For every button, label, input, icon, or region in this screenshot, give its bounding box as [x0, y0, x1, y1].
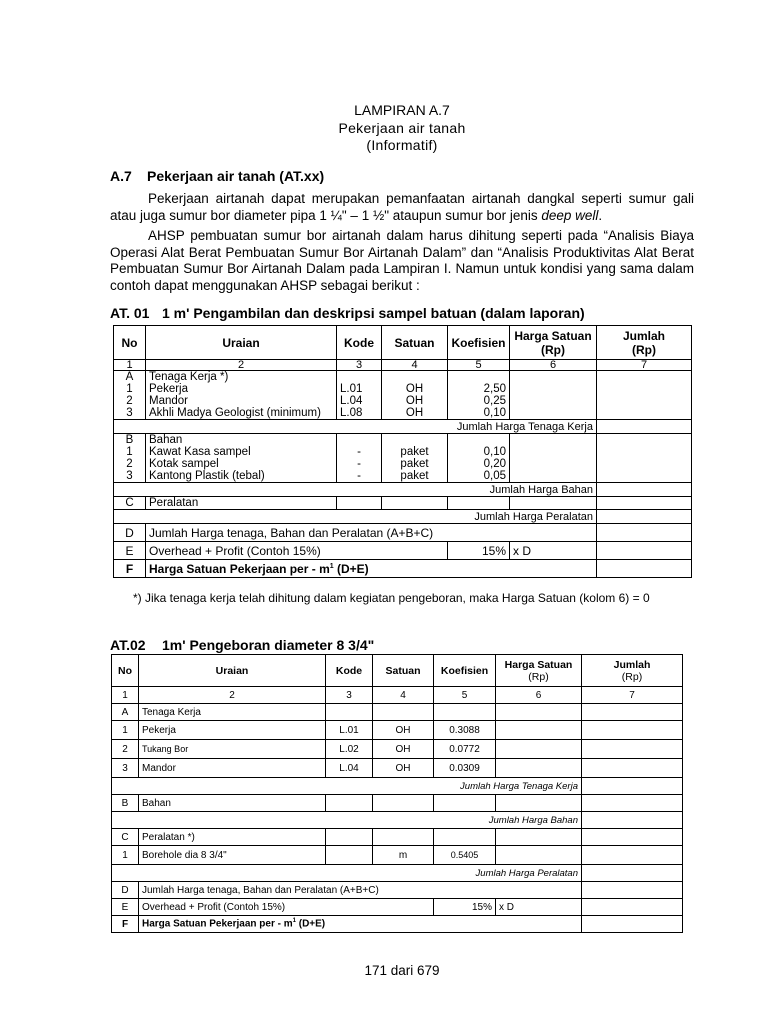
row-d-label: Jumlah Harga tenaga, Bahan dan Peralatan (A+B+C) — [146, 524, 597, 542]
cell — [582, 899, 683, 916]
row-kode: L.04 — [337, 395, 382, 407]
table2-title: 1m' Pengeboran diameter 8 3/4" — [162, 637, 375, 653]
appendix-title: LAMPIRAN A.7 — [354, 102, 450, 118]
row-no: 3 — [114, 470, 146, 483]
cell — [510, 470, 597, 483]
row-no: 1 — [112, 846, 139, 865]
table-row — [112, 759, 683, 778]
group-label: Bahan — [146, 434, 337, 447]
cell — [582, 829, 683, 846]
cell — [582, 812, 683, 829]
cell — [582, 916, 683, 933]
row-f-label — [139, 916, 582, 933]
table-row — [112, 865, 683, 882]
row-satuan: m — [373, 846, 434, 865]
row-e-label: Overhead + Profit (Contoh 15%) — [146, 542, 448, 560]
row-uraian: Mandor — [146, 395, 337, 407]
jumlah-label: Jumlah — [613, 658, 651, 671]
row-no: 1 — [112, 721, 139, 740]
paragraph-1-italic: deep well — [541, 207, 599, 223]
col-header-satuan: Satuan — [373, 655, 434, 687]
row-satuan: OH — [373, 740, 434, 759]
table-row — [112, 740, 683, 759]
colnum: 4 — [373, 687, 434, 704]
cell — [510, 395, 597, 407]
group-label: Tenaga Kerja — [139, 704, 326, 721]
col-header-koefisien: Koefisien — [434, 655, 496, 687]
table1-title: 1 m' Pengambilan dan deskripsi sampel batuan (dalam laporan) — [162, 305, 585, 321]
cell — [382, 497, 448, 510]
row-e-percent: 15% — [448, 542, 510, 560]
table-row — [112, 812, 683, 829]
row-satuan: OH — [373, 721, 434, 740]
row-letter: D — [112, 882, 139, 899]
jumlah-label: Jumlah — [622, 328, 665, 343]
table-row — [112, 829, 683, 846]
colnum: 6 — [496, 687, 582, 704]
cell — [434, 829, 496, 846]
subtotal-label: Jumlah Harga Peralatan — [112, 865, 582, 882]
row-letter: D — [114, 524, 146, 542]
section-heading — [110, 168, 324, 184]
table-row — [114, 560, 692, 578]
table1-code: AT. 01 — [110, 305, 150, 321]
cell — [448, 434, 510, 447]
cell — [597, 383, 692, 395]
colnum: 1 — [114, 360, 146, 371]
cell — [597, 420, 692, 434]
colnum: 4 — [382, 360, 448, 371]
cell — [337, 434, 382, 447]
cell — [597, 434, 692, 447]
cell — [582, 721, 683, 740]
cell — [582, 778, 683, 795]
cell — [597, 524, 692, 542]
row-kode: L.04 — [326, 759, 373, 778]
table-row — [114, 420, 692, 434]
cell — [582, 882, 683, 899]
row-f-text: Harga Satuan Pekerjaan per - m — [142, 918, 293, 930]
cell — [597, 510, 692, 524]
table-row — [114, 510, 692, 524]
table-row — [112, 882, 683, 899]
table-row — [112, 795, 683, 812]
table-row — [114, 395, 692, 407]
colnum: 2 — [146, 360, 337, 371]
cell — [434, 795, 496, 812]
table1-heading — [110, 305, 585, 321]
cell — [496, 704, 582, 721]
row-kode: L.08 — [337, 407, 382, 420]
cell — [373, 704, 434, 721]
table-row — [112, 704, 683, 721]
appendix-subtitle: Pekerjaan air tanah — [338, 120, 466, 136]
row-koef: 2,50 — [448, 383, 510, 395]
harga-label: Harga Satuan — [504, 658, 573, 671]
cell — [373, 829, 434, 846]
row-koef: 0,05 — [448, 470, 510, 483]
row-satuan: OH — [382, 395, 448, 407]
table1-colnum-row — [114, 360, 692, 371]
col-header-uraian: Uraian — [146, 326, 337, 360]
table1-header-row — [114, 326, 692, 360]
group-letter: B — [114, 434, 146, 447]
cell — [582, 704, 683, 721]
col-header-uraian: Uraian — [139, 655, 326, 687]
row-letter: E — [112, 899, 139, 916]
table-row — [112, 721, 683, 740]
table-row — [114, 434, 692, 447]
row-f-text: Harga Satuan Pekerjaan per - m — [149, 561, 330, 576]
table1-footnote: *) Jika tenaga kerja telah dihitung dalam kegiatan pengeboran, maka Harga Satuan (kolom 6) = 0 — [133, 591, 650, 605]
row-uraian: Tukang Bor — [139, 740, 326, 759]
group-label: Bahan — [139, 795, 326, 812]
cell — [597, 458, 692, 470]
row-uraian: Kotak sampel — [146, 458, 337, 470]
cell — [582, 740, 683, 759]
row-f-tail: (D+E) — [295, 918, 326, 930]
appendix-note: (Informatif) — [366, 137, 438, 153]
table-row — [114, 371, 692, 384]
cell — [382, 371, 448, 384]
col-header-koefisien: Koefisien — [448, 326, 510, 360]
table-row — [114, 483, 692, 497]
colnum: 3 — [337, 360, 382, 371]
row-satuan: paket — [382, 470, 448, 483]
table-row — [112, 846, 683, 865]
table2-code: AT.02 — [110, 637, 146, 653]
subtotal-label: Jumlah Harga Bahan — [114, 483, 597, 497]
table2 — [111, 654, 683, 933]
cell — [337, 497, 382, 510]
cell — [496, 846, 582, 865]
row-koef: 0.0772 — [434, 740, 496, 759]
cell — [496, 740, 582, 759]
harga-unit: (Rp) — [528, 670, 549, 683]
subtotal-label: Jumlah Harga Peralatan — [114, 510, 597, 524]
col-header-jumlah — [582, 655, 683, 687]
cell — [510, 383, 597, 395]
subtotal-label: Jumlah Harga Tenaga Kerja — [114, 420, 597, 434]
cell — [373, 795, 434, 812]
colnum: 7 — [582, 687, 683, 704]
row-satuan: paket — [382, 458, 448, 470]
cell — [496, 829, 582, 846]
col-header-kode: Kode — [326, 655, 373, 687]
cell — [337, 371, 382, 384]
cell — [597, 560, 692, 578]
colnum: 5 — [448, 360, 510, 371]
row-f-sup: 1 — [329, 562, 334, 570]
row-no: 3 — [112, 759, 139, 778]
col-header-no: No — [114, 326, 146, 360]
row-e-xd: x D — [510, 542, 597, 560]
row-kode: L.02 — [326, 740, 373, 759]
cell — [597, 446, 692, 458]
row-no: 1 — [114, 383, 146, 395]
table2-header-row — [112, 655, 683, 687]
row-no: 2 — [114, 458, 146, 470]
group-letter: A — [114, 371, 146, 384]
group-label: Tenaga Kerja *) — [146, 371, 337, 384]
row-koef: 0,10 — [448, 446, 510, 458]
col-header-kode: Kode — [337, 326, 382, 360]
table-row — [112, 916, 683, 933]
cell — [510, 446, 597, 458]
row-uraian: Borehole dia 8 3/4" — [139, 846, 326, 865]
row-e-percent: 15% — [434, 899, 496, 916]
harga-label: Harga Satuan — [514, 328, 592, 343]
table-row — [114, 458, 692, 470]
cell — [510, 371, 597, 384]
row-satuan: OH — [373, 759, 434, 778]
row-koef: 0.0309 — [434, 759, 496, 778]
row-letter: E — [114, 542, 146, 560]
col-header-satuan: Satuan — [382, 326, 448, 360]
colnum: 2 — [139, 687, 326, 704]
row-d-label: Jumlah Harga tenaga, Bahan dan Peralatan (A+B+C) — [139, 882, 582, 899]
cell — [496, 721, 582, 740]
table-row — [114, 497, 692, 510]
cell — [496, 759, 582, 778]
cell — [597, 407, 692, 420]
row-uraian: Pekerja — [146, 383, 337, 395]
group-label: Peralatan — [146, 497, 337, 510]
cell — [582, 846, 683, 865]
row-kode: - — [337, 470, 382, 483]
cell — [496, 795, 582, 812]
jumlah-unit: (Rp) — [632, 342, 656, 357]
row-letter: F — [114, 560, 146, 578]
row-kode: L.01 — [326, 721, 373, 740]
table-row — [114, 470, 692, 483]
group-letter: B — [112, 795, 139, 812]
row-uraian: Mandor — [139, 759, 326, 778]
col-header-harga — [496, 655, 582, 687]
colnum: 5 — [434, 687, 496, 704]
cell — [382, 434, 448, 447]
page-number: 171 dari 679 — [364, 963, 440, 978]
colnum: 6 — [510, 360, 597, 371]
cell — [597, 497, 692, 510]
table2-heading — [110, 637, 374, 653]
table1 — [113, 325, 692, 578]
table-row — [114, 524, 692, 542]
jumlah-unit: (Rp) — [621, 670, 643, 683]
row-koef: 0.5405 — [434, 846, 496, 865]
cell — [326, 795, 373, 812]
cell — [597, 542, 692, 560]
row-e-label: Overhead + Profit (Contoh 15%) — [139, 899, 434, 916]
row-no: 3 — [114, 407, 146, 420]
group-letter: C — [114, 497, 146, 510]
cell — [597, 371, 692, 384]
cell — [510, 497, 597, 510]
cell — [582, 795, 683, 812]
row-satuan: paket — [382, 446, 448, 458]
row-koef: 0,25 — [448, 395, 510, 407]
table2-colnum-row — [112, 687, 683, 704]
colnum: 1 — [112, 687, 139, 704]
paragraph-1 — [110, 191, 694, 224]
row-koef: 0,20 — [448, 458, 510, 470]
row-uraian: Akhli Madya Geologist (minimum) — [146, 407, 337, 420]
cell — [326, 829, 373, 846]
row-letter: F — [112, 916, 139, 933]
paragraph-2: AHSP pembuatan sumur bor airtanah dalam harus dihitung seperti pada “Analisis Biaya Operasi Alat Berat Pembuatan Sumur Bor Airtanah Dalam” dan “Analisis Produktivitas Alat Berat Pembuatan Sumur Bor Airtanah Dalam pada Lampiran I. Namun untuk kondisi yang sama dalam contoh dapat menggunakan AHSP sebagai berikut : — [110, 228, 694, 293]
cell — [510, 434, 597, 447]
section-title: Pekerjaan air tanah (AT.xx) — [147, 168, 325, 184]
cell — [326, 704, 373, 721]
row-satuan: OH — [382, 407, 448, 420]
table-row — [112, 778, 683, 795]
cell — [510, 458, 597, 470]
col-header-no: No — [112, 655, 139, 687]
row-satuan: OH — [382, 383, 448, 395]
table-row — [114, 407, 692, 420]
col-header-jumlah — [597, 326, 692, 360]
cell — [510, 407, 597, 420]
row-no: 2 — [114, 395, 146, 407]
row-no: 2 — [112, 740, 139, 759]
row-e-xd: x D — [496, 899, 582, 916]
cell — [582, 865, 683, 882]
group-letter: C — [112, 829, 139, 846]
colnum: 7 — [597, 360, 692, 371]
group-label: Peralatan *) — [139, 829, 326, 846]
row-kode — [326, 846, 373, 865]
cell — [448, 497, 510, 510]
row-f-tail: (D+E) — [333, 561, 369, 576]
row-uraian: Kawat Kasa sampel — [146, 446, 337, 458]
table-row — [112, 899, 683, 916]
row-koef: 0,10 — [448, 407, 510, 420]
row-uraian: Kantong Plastik (tebal) — [146, 470, 337, 483]
cell — [582, 759, 683, 778]
col-header-harga — [510, 326, 597, 360]
harga-unit: (Rp) — [541, 342, 565, 357]
cell — [448, 371, 510, 384]
cell — [597, 483, 692, 497]
row-kode: - — [337, 458, 382, 470]
cell — [597, 470, 692, 483]
group-letter: A — [112, 704, 139, 721]
section-number: A.7 — [110, 168, 132, 184]
row-kode: L.01 — [337, 383, 382, 395]
paragraph-1-end: . — [598, 207, 603, 223]
table-row — [114, 446, 692, 458]
cell — [434, 704, 496, 721]
paragraph-1-text: Pekerjaan airtanah dapat merupakan pemanfaatan airtanah dangkal seperti sumur gali atau juga sumur bor diameter pipa 1 ¼" – 1 ½" ataupun sumur bor jenis — [110, 191, 694, 223]
cell — [597, 395, 692, 407]
colnum: 3 — [326, 687, 373, 704]
subtotal-label: Jumlah Harga Tenaga Kerja — [112, 778, 582, 795]
row-f-label — [146, 560, 597, 578]
row-kode: - — [337, 446, 382, 458]
table-row — [114, 383, 692, 395]
row-uraian: Pekerja — [139, 721, 326, 740]
subtotal-label: Jumlah Harga Bahan — [112, 812, 582, 829]
table-row — [114, 542, 692, 560]
row-no: 1 — [114, 446, 146, 458]
row-koef: 0.3088 — [434, 721, 496, 740]
row-f-sup: 1 — [292, 918, 296, 925]
